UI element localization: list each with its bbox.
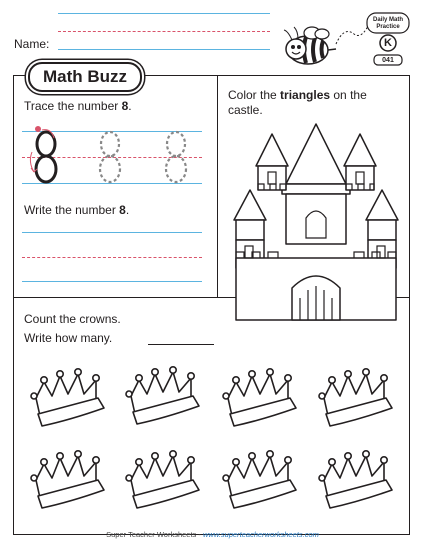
castle-illustration[interactable] bbox=[230, 118, 402, 326]
horizontal-divider-left bbox=[13, 297, 217, 298]
crown-1 bbox=[31, 369, 104, 426]
title-banner bbox=[28, 62, 142, 92]
write-line-bottom[interactable] bbox=[22, 281, 202, 282]
daily-math-badge bbox=[365, 12, 411, 68]
castle-instruction: Color the triangles on the castle. bbox=[228, 88, 367, 117]
write-instruction: Write the number 8. bbox=[24, 203, 130, 217]
crowns-instruction-2: Write how many. bbox=[24, 331, 113, 345]
crowns-answer-line[interactable] bbox=[148, 344, 214, 345]
crowns-instruction-1: Count the crowns. bbox=[24, 312, 121, 326]
footer-link[interactable]: www.superteacherworksheets.com bbox=[202, 530, 319, 539]
badge-number: 041 bbox=[382, 57, 394, 64]
crown-5 bbox=[31, 451, 104, 508]
badge-line1: Daily Math bbox=[372, 17, 403, 23]
crown-2 bbox=[126, 367, 199, 424]
crown-6 bbox=[126, 451, 199, 508]
write-line-mid bbox=[22, 257, 202, 258]
crown-7 bbox=[223, 451, 296, 508]
write-line-top bbox=[22, 232, 202, 233]
page-title: Math Buzz bbox=[42, 67, 128, 86]
trace-instruction: Trace the number 8. bbox=[24, 99, 132, 113]
badge-line2: Practice bbox=[376, 24, 400, 30]
bee-icon bbox=[282, 25, 340, 69]
trace-eights[interactable] bbox=[26, 124, 201, 188]
crowns-grid bbox=[20, 358, 405, 523]
crown-8 bbox=[319, 451, 392, 508]
crown-3 bbox=[223, 369, 296, 426]
crown-4 bbox=[319, 369, 392, 426]
footer: Super Teacher Worksheets - www.superteacherworksheets.com bbox=[106, 530, 319, 539]
name-line-mid bbox=[58, 31, 270, 32]
name-label: Name: bbox=[14, 37, 50, 51]
badge-grade: K bbox=[384, 37, 392, 49]
vertical-divider bbox=[217, 75, 218, 297]
name-input-line[interactable] bbox=[58, 49, 270, 50]
name-line-top bbox=[58, 13, 270, 14]
